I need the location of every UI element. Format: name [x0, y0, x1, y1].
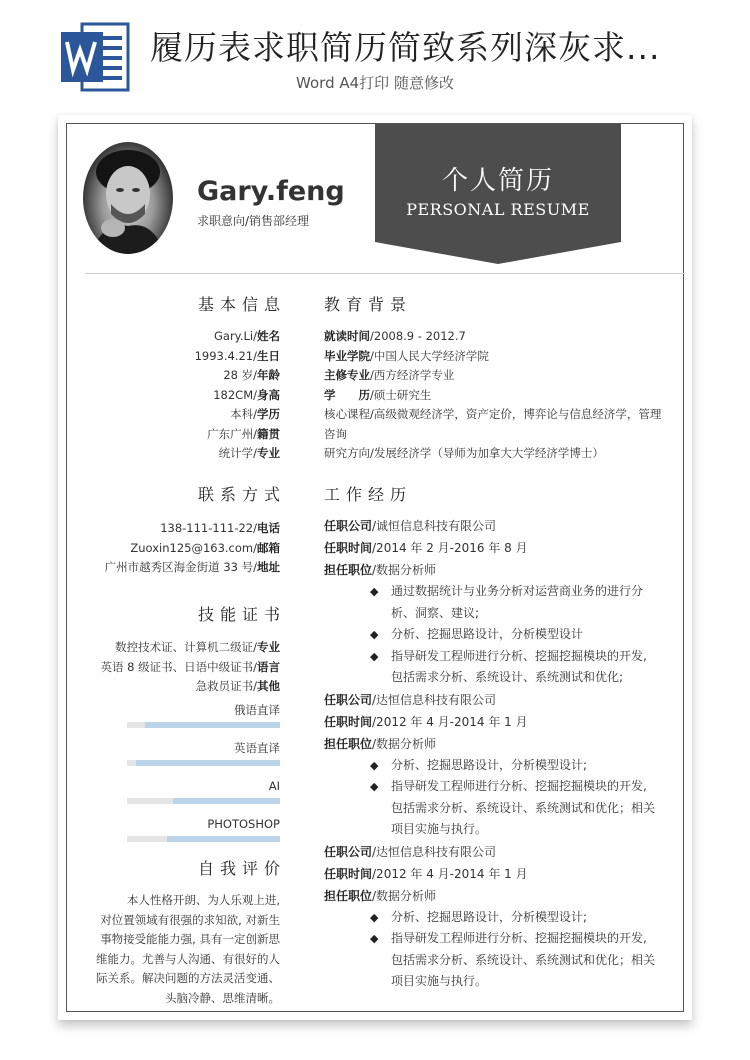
section-title-work: 工作经历	[324, 485, 413, 504]
document-subtitle: Word A4打印 随意修改	[296, 74, 454, 92]
work-entry	[324, 689, 679, 841]
job-position: 担任职位/数据分析师	[324, 563, 437, 577]
edu-courses: 核心课程/高级微观经济学，资产定价，博弈论与信息经济学，管理	[324, 407, 662, 421]
job-position: 担任职位/数据分析师	[324, 736, 437, 751]
work-entry	[324, 515, 679, 689]
banner-title-cn: 个人简历	[441, 166, 554, 196]
skill-name: PHOTOSHOP	[207, 816, 280, 831]
contact-section	[85, 482, 286, 578]
job-time: 任职时间/2014 年 2 月-2016 年 8 月	[324, 541, 528, 555]
job-duty: ◆ 分析、挖掘思路设计，分析模型设计;	[324, 755, 679, 777]
skill-name: 俄语直译	[234, 702, 280, 717]
diamond-bullet-icon: ◆	[370, 649, 379, 663]
diamond-bullet-icon: ◆	[370, 910, 379, 924]
resume-banner	[375, 124, 621, 264]
skill-item	[85, 817, 280, 842]
edu-row: 学 历/硕士研究生	[324, 387, 432, 402]
contact-row: 138-111-111-22/电话	[160, 521, 280, 535]
skill-level-bar	[127, 798, 280, 804]
job-duty: ◆ 分析、挖掘思路设计，分析模型设计	[324, 624, 679, 646]
job-duty: ◆ 指导研发工程师进行分析、挖掘挖掘模块的开发, 包括需求分析、系统设计、系统测试和优化；相关 项目实施与执行。	[324, 928, 679, 993]
diamond-bullet-icon: ◆	[370, 758, 379, 772]
info-row: 广东广州/籍贯	[207, 426, 280, 441]
skill-bars	[85, 703, 280, 842]
evaluation-line: 对位置领域有很强的求知欲, 对新生	[100, 912, 280, 927]
evaluation-line: 头脑冷静、思维清晰。	[165, 990, 280, 1005]
skill-level-bar	[127, 760, 280, 766]
document-title: 履历表求职简历简致系列深灰求...	[150, 28, 661, 67]
skill-name: AI	[268, 778, 280, 793]
edu-row: 主修专业/西方经济学专业	[324, 368, 455, 382]
skill-item	[85, 703, 280, 728]
job-duty: ◆ 指导研发工程师进行分析、挖掘挖掘模块的开发, 包括需求分析、系统设计、系统测试和优化;	[324, 646, 679, 689]
banner-title-en: PERSONAL RESUME	[406, 200, 590, 219]
section-title-evaluation: 自我评价	[197, 859, 286, 878]
edu-research: 研究方向/发展经济学（导师为加拿大大学经济学博士）	[324, 446, 604, 460]
info-row: 28 岁/年龄	[223, 368, 280, 382]
job-intent: 求职意向/销售部经理	[197, 214, 310, 228]
job-company: 任职公司/达恒信息科技有限公司	[324, 692, 497, 707]
job-duty: ◆ 分析、挖掘思路设计，分析模型设计;	[324, 907, 679, 929]
job-duty: ◆ 指导研发工程师进行分析、挖掘挖掘模块的开发, 包括需求分析、系统设计、系统测试和优化；相关 项目实施与执行。	[324, 776, 679, 841]
education-section	[324, 292, 679, 464]
skill-name: 英语直译	[234, 740, 280, 755]
diamond-bullet-icon: ◆	[370, 932, 379, 945]
page-frame	[66, 123, 684, 1012]
contact-row: 广州市越秀区海金街道 33 号/地址	[104, 560, 280, 574]
diamond-bullet-icon: ◆	[370, 780, 379, 793]
contact-row: Zuoxin125@163.com/邮箱	[130, 540, 280, 555]
cert-row: 英语 8 级证书、日语中级证书/语言	[100, 659, 280, 674]
section-title-education: 教育背景	[324, 295, 413, 314]
evaluation-line: 维能力。尤善与人沟通、有很好的人	[96, 951, 280, 966]
edu-row: 毕业学院/中国人民大学经济学院	[324, 348, 489, 363]
job-company: 任职公司/达恒信息科技有限公司	[324, 844, 497, 859]
evaluation-section	[85, 856, 286, 1008]
resume-page	[58, 115, 692, 1020]
edu-courses: 咨询	[324, 426, 347, 441]
work-section	[324, 482, 679, 993]
document-header	[0, 0, 750, 108]
skill-item	[85, 779, 280, 804]
job-duty: ◆ 通过数据统计与业务分析对运营商业务的进行分 析、洞察、建议;	[324, 581, 679, 624]
section-title-basic: 基本信息	[197, 295, 286, 314]
basic-info-section	[85, 292, 286, 464]
cert-row: 数控技术证、计算机二级证/专业	[115, 640, 280, 654]
info-row: 182CM/身高	[213, 387, 280, 402]
evaluation-line: 本人性格开朗、为人乐观上进,	[126, 893, 280, 907]
diamond-bullet-icon: ◆	[370, 585, 379, 598]
certs-section	[85, 602, 286, 855]
job-time: 任职时间/2012 年 4 月-2014 年 1 月	[324, 714, 528, 729]
edu-row: 就读时间/2008.9 - 2012.7	[324, 329, 466, 343]
skill-level-bar	[127, 722, 280, 728]
skill-level-bar	[127, 836, 280, 842]
info-row: 本科/学历	[230, 407, 280, 421]
evaluation-line: 际关系。解决问题的方法灵活变通、	[96, 971, 280, 985]
job-company: 任职公司/诚恒信息科技有限公司	[324, 519, 497, 533]
diamond-bullet-icon: ◆	[370, 628, 379, 641]
avatar	[83, 142, 173, 254]
job-time: 任职时间/2012 年 4 月-2014 年 1 月	[324, 866, 528, 881]
info-row: 1993.4.21/生日	[194, 348, 280, 363]
section-title-contact: 联系方式	[197, 485, 286, 504]
info-row: 统计学/专业	[218, 446, 280, 460]
candidate-name: Gary.feng	[197, 176, 345, 207]
header-divider	[85, 273, 685, 274]
info-row: Gary.Li/姓名	[214, 329, 280, 343]
evaluation-line: 事物接受能能力强, 具有一定创新思	[100, 932, 280, 946]
skill-item	[85, 741, 280, 766]
work-entry	[324, 841, 679, 993]
cert-row: 急救员证书/其他	[195, 679, 280, 693]
job-position: 担任职位/数据分析师	[324, 888, 437, 903]
section-title-certs: 技能证书	[197, 605, 286, 624]
